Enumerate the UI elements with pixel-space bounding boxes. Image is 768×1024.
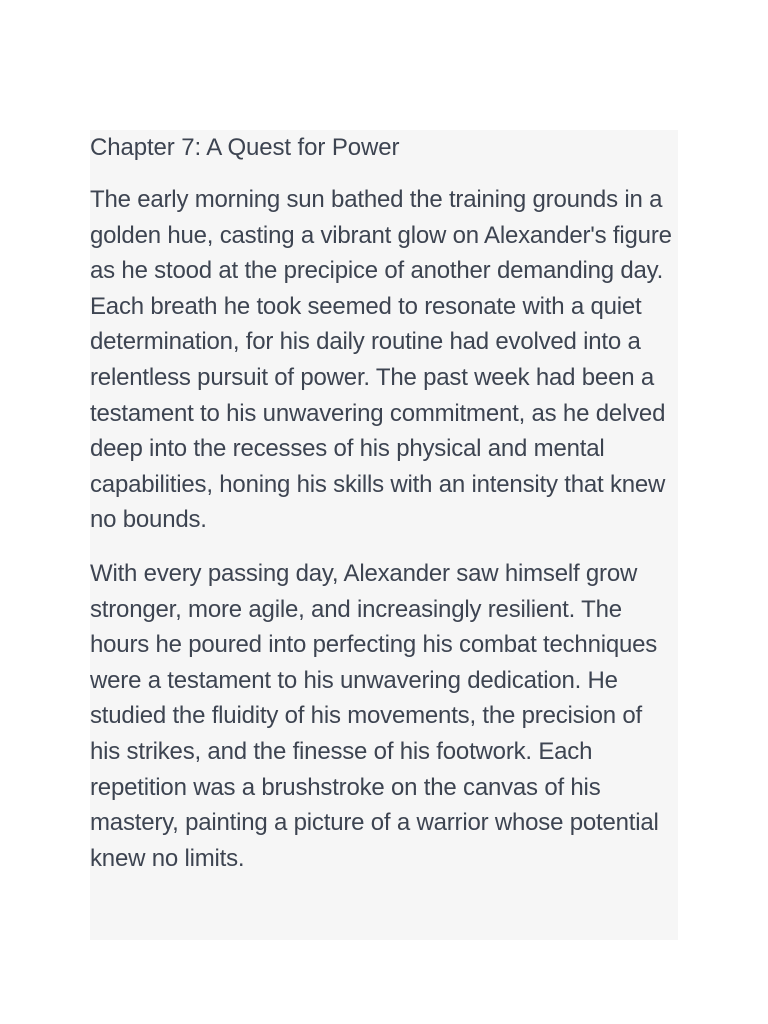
paragraph-2: With every passing day, Alexander saw himself grow stronger, more agile, and increasingly resilient. The hours he poured into perfecting his combat techniques were a testament to his unwavering dedication. He studied the fluidity of his movements, the precision of his strikes, and the finesse of his footwork. Each repetition was a brushstroke on the canvas of his mastery, painting a picture of a warrior whose potential knew no limits.: [90, 559, 659, 872]
paragraph-1: The early morning sun bathed the training grounds in a golden hue, casting a vibrant glow on Alexander's figure as he stood at the precipice of another demanding day. Each breath he took seemed to resonate with a quiet determination, for his daily routine had evolved into a relentless pursuit of power. The past week had been a testament to his unwavering commitment, as he delved deep into the recesses of his physical and mental capabilities, honing his skills with an intensity that knew no bounds.: [90, 186, 672, 534]
chapter-text-block: [90, 130, 678, 940]
chapter-title: Chapter 7: A Quest for Power: [90, 134, 400, 161]
